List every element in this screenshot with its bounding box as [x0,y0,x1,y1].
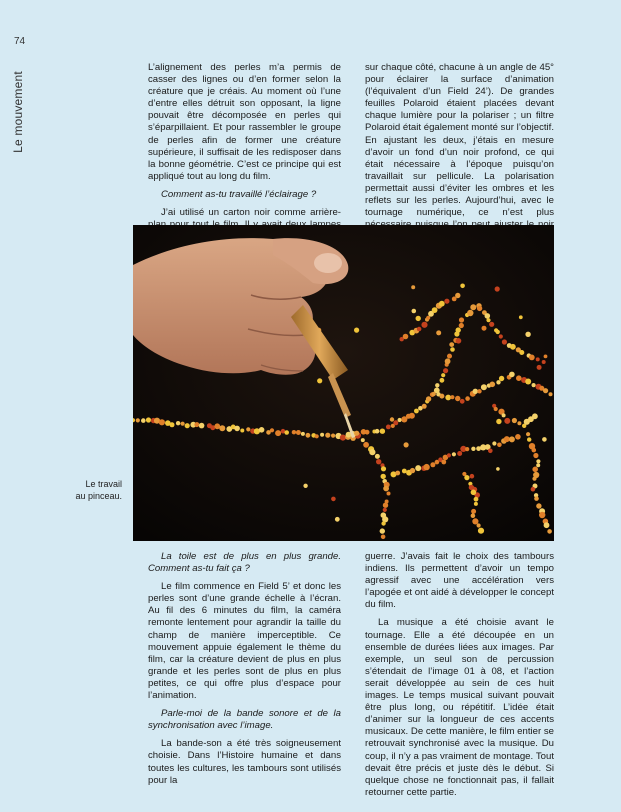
bead [460,399,465,404]
bead [421,322,427,328]
bead [465,396,470,401]
bead [376,459,381,464]
bead [146,417,151,422]
bead [464,475,469,480]
bead [471,513,476,518]
bead [381,466,386,471]
bead [409,413,415,419]
bead [246,427,250,431]
bead [303,484,307,488]
paragraph: La bande-son a été très soigneusement choisie. Dans l’Histoire humaine et dans toutes les cultures, les tambours sont utilisés pour la [148,738,341,786]
bead [465,447,469,451]
bead [436,330,441,335]
bead [509,436,515,442]
bead [527,437,531,441]
bead [532,383,536,387]
bead [492,441,496,445]
question: Parle-moi de la bande sonore et de la synchronisation avec l’image. [148,708,341,732]
bead [537,365,542,370]
bead [504,436,510,442]
bead [390,417,394,421]
bead [474,497,479,502]
bead [477,523,481,527]
bead [320,433,324,437]
bead [410,468,415,473]
bead [441,373,445,377]
bead [441,460,446,465]
bead [259,427,265,433]
bead [417,327,422,332]
bead [306,433,311,438]
bead [496,330,500,334]
bead [393,420,398,425]
bead [426,396,431,401]
bead [478,528,484,534]
bead [542,437,547,442]
bead [543,388,548,393]
bead [471,490,477,496]
bead [435,383,439,387]
bead [455,293,460,298]
bead [489,322,494,327]
bead [363,442,369,448]
bead [496,467,500,471]
bead [459,323,464,328]
bead [411,285,415,289]
bead [415,465,421,471]
bead [395,471,400,476]
bead [539,512,545,518]
bead [445,395,451,401]
bead [383,503,388,508]
bead [240,429,244,433]
bead [512,418,517,423]
paragraph: Le film commence en Field 5’ et donc les perles sont d’une grande échelle à l’écran. Au fil des 6 minutes du film, la caméra remonte lentement pour agrandir la taille du champ de manière imperceptible. Ce mouvement appuie également le thème du film, car la créature devient de plus en plus grande et les perles sont de plus en plus petites, ce qui offre plus d’espace pour l’animation. [148,581,341,702]
bead [519,315,523,319]
bead [449,342,454,347]
bead [457,451,462,456]
bead [387,492,391,496]
bead [219,425,225,431]
paragraph: L’alignement des perles m’a permis de casser des lignes ou d’en former selon la créature que je créais. Au moment où l’une d’entre elles détruit son opposant, la ligne pouvait être décomposée en perles qui s’éparpillaient. Et pour rassembler le groupe de perles afin de former une créature supérieure, il suffisait de les redisposer dans la bonne géométrie. C’est ce principe qui est appliqué tout au long du film. [148,62,341,182]
bead [482,326,487,331]
bead [136,418,140,422]
bead [496,419,501,424]
section-title-text: Le mouvement [11,71,25,153]
bead [386,425,391,430]
bead [354,431,359,436]
bead [447,453,451,457]
bead [432,392,436,396]
bead [450,395,454,399]
bead [369,449,375,455]
bead [485,313,491,319]
bead [456,338,462,344]
bead [547,529,552,534]
bead [381,521,385,525]
paragraph: J’ai utilisé un carton noir comme arrière- [161,207,341,219]
bead [531,487,536,492]
bead [335,517,340,522]
bead [383,508,387,512]
bead [536,357,540,361]
bead [499,376,504,381]
bead [534,496,539,501]
bead [292,430,296,434]
bead [526,432,530,436]
bead [502,339,507,344]
paragraph: sur chaque côté, chacune à un angle de 45° pour éclairer la surface d’animation (l’équivalent d’un Field 24’). De grandes feuilles Polaroid étaient placées devant chaque lumière pour la polariser ; un filtre Polaroid était également monté sur l’objectif. En ajustant les deux, j’étais en mesure d’avoir un fond d’un noir profond, ce qui était nécessaire à l’époque puisqu’on travaillait sur pellicule. La polarisation permettait aussi d’éviter les ombres et les reflets sur les perles. Aujourd’hui, avec le tournage numérique, ce n’est plus [365,62,554,219]
bead [477,306,482,311]
bead [459,317,464,322]
bead [375,429,380,434]
caption-line: au pinceau. [75,490,122,501]
bead [474,502,478,506]
bead [544,522,550,528]
text-column-top-right [365,62,554,249]
bead [519,350,524,355]
bead [471,509,476,514]
bead [536,503,541,508]
bead [494,407,498,411]
bead [473,389,478,394]
bead [486,318,490,322]
bead [354,328,359,333]
bead [471,447,475,451]
bead [159,419,165,425]
bead [275,430,281,436]
bead [517,421,521,425]
text-column-bottom-left [148,551,341,793]
bead [365,430,370,435]
figure-caption [60,479,122,502]
bead [296,430,301,435]
bead [529,355,535,361]
bead [444,299,449,304]
bead [544,355,548,359]
bead [270,428,274,432]
paragraph: La musique a été choisie avant le tournage. Elle a été découpée en un ensemble de durées liées aux images. Par exemple, un seul son de percussion s’étendait de l’image 01 à 08, et l’action serait développée au sein de ces huit images. Le temps musical suivant pouvait être plus long, ou répétitif. L’idée était d’animer sur la longueur de ces accents musicaux. De cette manière, le film entier se retrouvait synchronisé avec la musique. Du coup, il n’y a pas vraiment de montage. Tout devait être précis et juste dès le début. Si quelque chose ne fonctionnait pas, il fallait retourner cette partie. [365,617,554,798]
question: La toile est de plus en plus grande. Comment as-tu fait ça ? [148,551,341,575]
page-number: 74 [14,36,26,47]
bead [325,433,330,438]
bead [439,394,444,399]
bead [380,528,385,533]
bead [470,474,475,479]
bead [549,392,553,396]
bead [317,378,322,383]
bead [199,423,205,429]
bead [432,307,438,313]
bead [504,418,510,424]
bead [170,422,175,427]
bead [416,316,421,321]
bead [380,429,385,434]
question: Comment as-tu travaillé l’éclairage ? [161,188,317,200]
bead [472,518,478,524]
text-column-bottom-right [365,551,554,805]
bead [456,327,461,332]
bead [481,384,487,390]
bead [445,358,451,364]
bead [414,409,419,414]
bead [361,438,365,442]
bead [532,413,538,419]
bead [383,486,389,492]
bead-painting-illustration [133,225,554,541]
bead [315,434,319,438]
bead [532,448,537,453]
bead [340,435,346,441]
bead [185,423,190,428]
bead [532,467,538,473]
bead [452,452,456,456]
bead [404,442,409,447]
bead [447,354,452,359]
bead [509,372,515,378]
bead [516,375,522,381]
bead [496,380,500,384]
bead [460,284,465,289]
bead [499,334,503,338]
bead [375,454,380,459]
bead [477,389,481,393]
text-column-top-left [148,62,341,249]
bead-painting-photo [133,225,554,541]
bead [176,421,180,425]
bead [430,462,435,467]
bead [497,443,502,448]
bead [536,459,540,463]
bead [423,464,429,470]
bead [412,309,417,314]
bead [181,422,185,426]
bead [470,304,476,310]
bead [284,430,289,435]
bead [381,474,386,479]
bead [234,426,240,432]
bead [439,301,445,307]
bead [532,477,536,481]
bead [450,347,455,352]
bead [495,286,500,291]
bead [403,334,409,340]
bead [502,413,506,417]
caption-line: Le travail [85,479,122,489]
bead [440,378,445,383]
bead [398,418,402,422]
bead [331,434,335,438]
bead [510,344,516,350]
bead [467,310,473,316]
bead [422,404,427,409]
bead [515,434,521,440]
bead [402,469,407,474]
bead [455,396,460,401]
bead [301,432,305,436]
bead [542,360,546,364]
bead [443,368,448,373]
paragraph: guerre. J’avais fait le choix des tambours indiens. Ils permettent d’avoir un tempo agressif avec une accélération vers l’apogée et ont aidé à développer le concept du film. [365,551,554,611]
bead [141,418,146,423]
bead [533,453,538,458]
section-title [2,62,34,162]
bead [536,463,540,467]
bead [525,379,531,385]
bead [381,535,386,540]
bead [331,497,336,502]
bead [194,422,199,427]
bead [490,382,496,388]
bead [488,449,493,454]
bead [525,332,530,337]
